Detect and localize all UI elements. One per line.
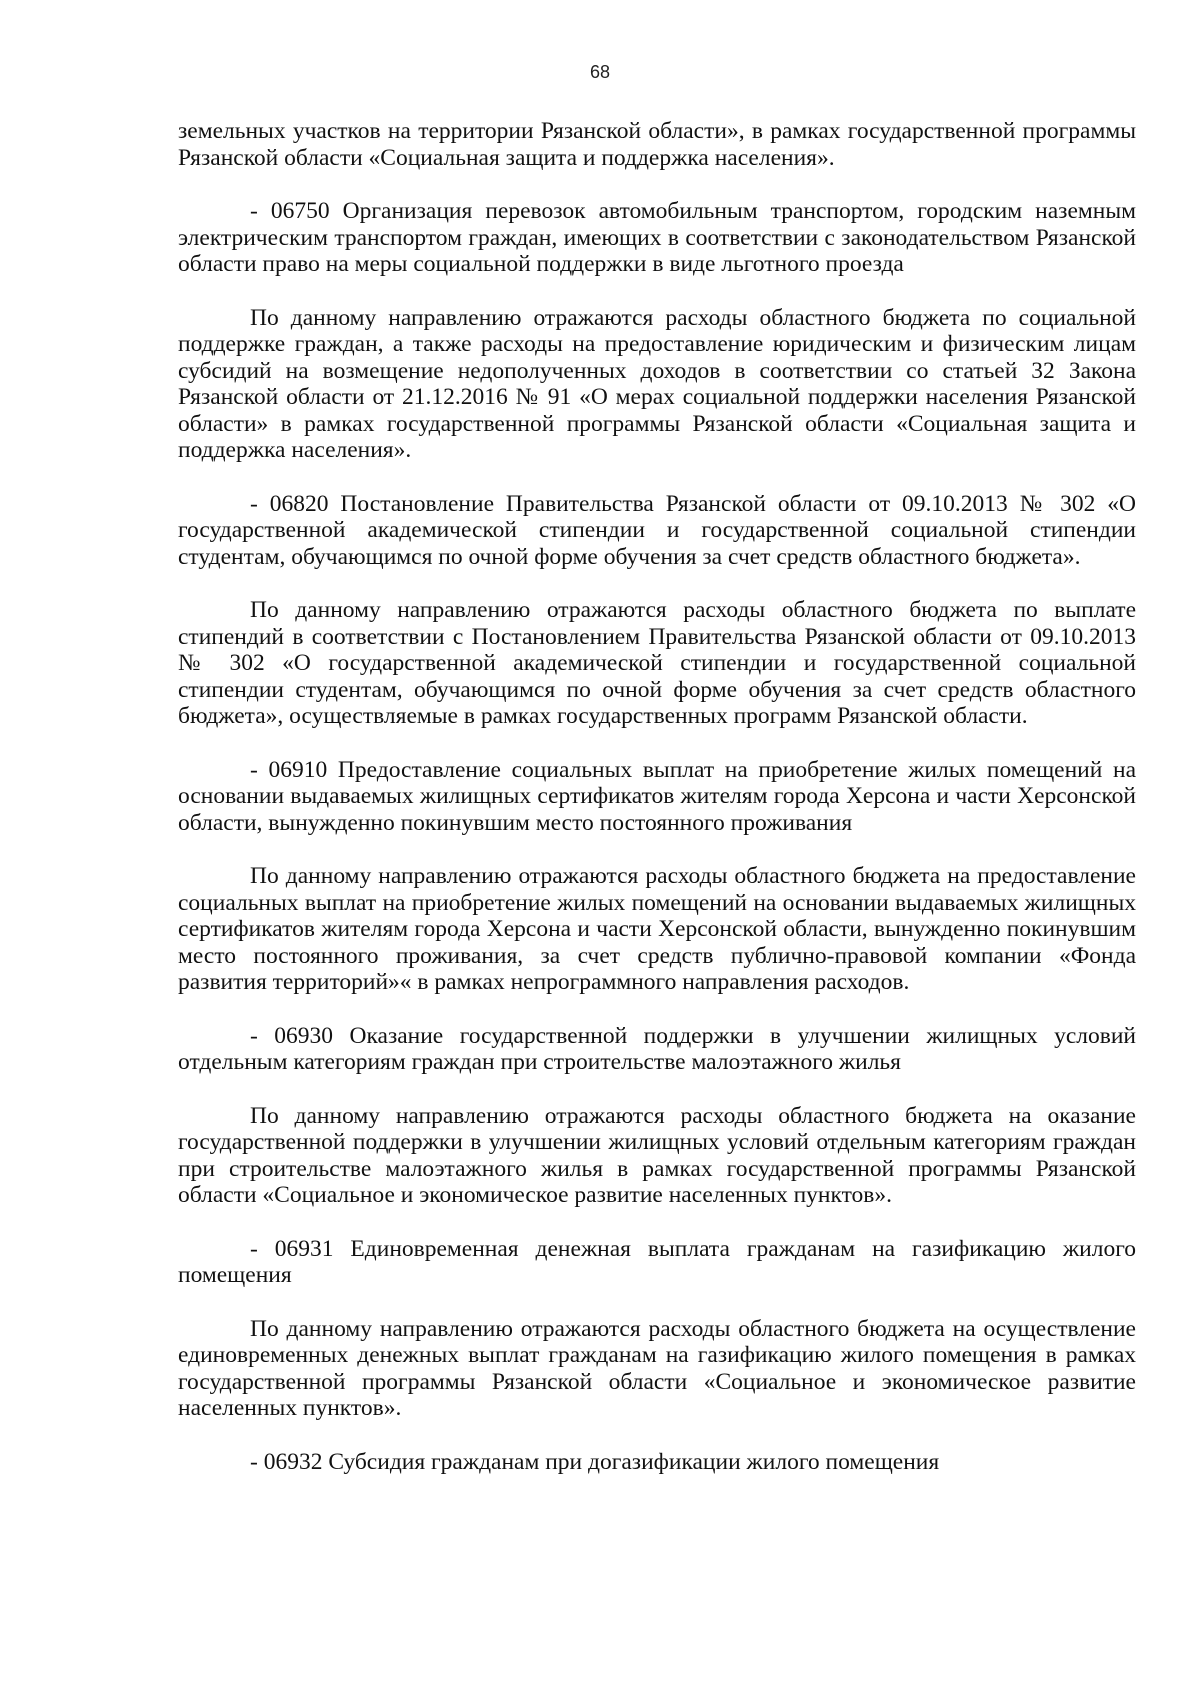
section-heading-06932: - 06932 Субсидия гражданам при догазификации жилого помещения — [250, 1448, 940, 1475]
document-body — [178, 118, 1136, 1502]
section-heading-06930: - 06930 Оказание государственной поддержки в улучшении жилищных условий отдельным категориям граждан при строительстве малоэтажного жилья — [178, 1022, 1136, 1075]
paragraph-06931-description: По данному направлению отражаются расходы областного бюджета на осуществление единовременных денежных выплат гражданам на газификацию жилого помещения в рамках государственной программы Рязанской области «Социальное и экономическое развитие населенных пунктов». — [178, 1315, 1136, 1421]
section-heading-06931: - 06931 Единовременная денежная выплата гражданам на газификацию жилого помещения — [178, 1235, 1136, 1288]
paragraph-06750-description: По данному направлению отражаются расходы областного бюджета по социальной поддержке граждан, а также расходы на предоставление юридическим и физическим лицам субсидий на возмещение недополученных доходов в соответствии со статьей 32 Закона Рязанской области от 21.12.2016 № 91 «О мерах социальной поддержки населения Рязанской области» в рамках государственной программы Рязанской области «Социальная защита и поддержка населения». — [178, 304, 1136, 463]
paragraph-06910-description: По данному направлению отражаются расходы областного бюджета на предоставление социальных выплат на приобретение жилых помещений на основании выдаваемых жилищных сертификатов жителям города Херсона и части Херсонской области, вынужденно покинувшим место постоянного проживания, за счет средств публично-правовой компании «Фонда развития территорий»« в рамках непрограммного направления расходов. — [178, 863, 1136, 995]
page-number: 68 — [589, 62, 611, 82]
section-heading-06750: - 06750 Организация перевозок автомобильным транспортом, городским наземным электрическим транспортом граждан, имеющих в соответствии с законодательством Рязанской области право на меры социальной поддержки в виде льготного проезда — [178, 198, 1136, 277]
section-heading-06820: - 06820 Постановление Правительства Рязанской области от 09.10.2013 № 302 «О государственной академической стипендии и государственной социальной стипендии студентам, обучающимся по очной форме обучения за счет средств областного бюджета». — [178, 490, 1136, 570]
paragraph-06930-description: По данному направлению отражаются расходы областного бюджета на оказание государственной поддержки в улучшении жилищных условий отдельным категориям граждан при строительстве малоэтажного жилья в рамках государственной программы Рязанской области «Социальное и экономическое развитие населенных пунктов». — [178, 1102, 1136, 1208]
section-heading-06910: - 06910 Предоставление социальных выплат на приобретение жилых помещений на основании выдаваемых жилищных сертификатов жителям города Херсона и части Херсонской области, вынужденно покинувшим место постоянного проживания — [178, 756, 1136, 836]
paragraph-continuation: земельных участков на территории Рязанской области», в рамках государственной программы Рязанской области «Социальная защита и поддержка населения». — [178, 118, 1136, 171]
paragraph-06820-description: По данному направлению отражаются расходы областного бюджета по выплате стипендий в соответствии с Постановлением Правительства Рязанской области от 09.10.2013 № 302 «О государственной академической стипендии и государственной социальной стипендии студентам, обучающимся по очной форме обучения за счет средств областного бюджета», осуществляемые в рамках государственных программ Рязанской области. — [178, 597, 1136, 729]
